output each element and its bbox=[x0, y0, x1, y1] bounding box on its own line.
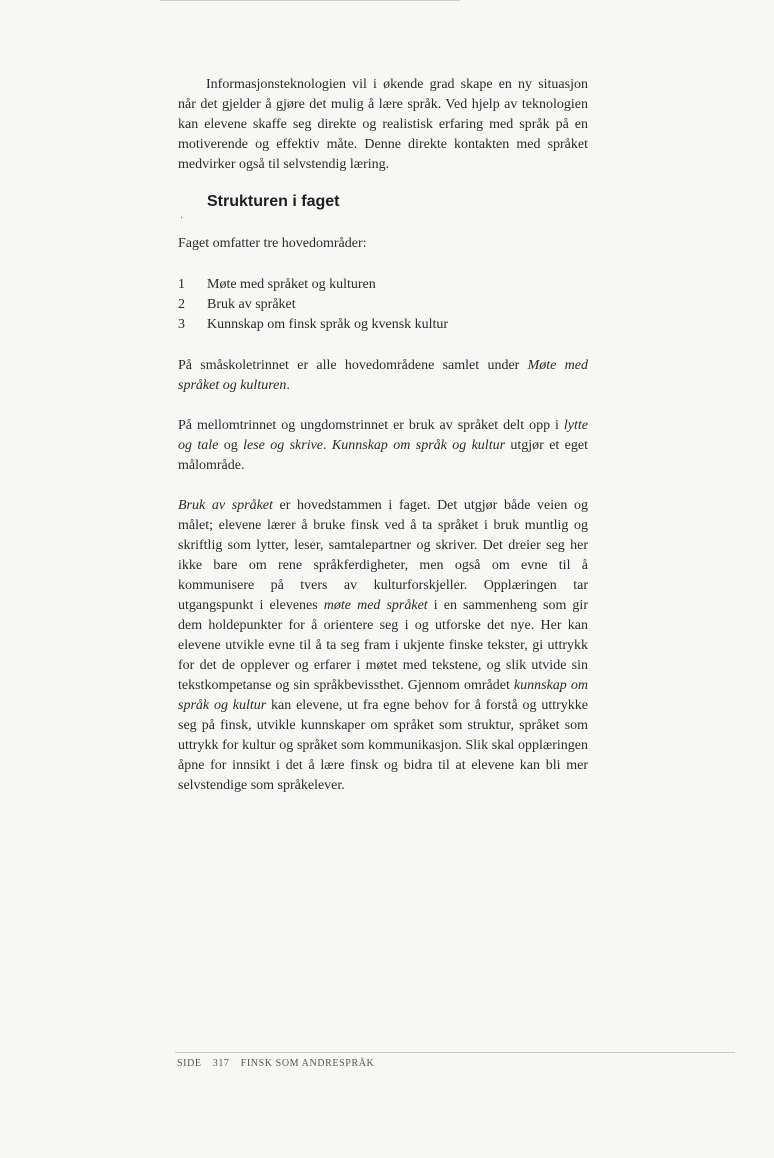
list-number: 3 bbox=[178, 317, 185, 332]
small-school-paragraph bbox=[178, 356, 588, 396]
text-run: På mellomtrinnet og ungdomstrinnet er bruk av språket delt opp i bbox=[178, 418, 564, 433]
list-number: 1 bbox=[178, 277, 185, 292]
main-body-paragraph bbox=[178, 496, 588, 796]
list-item bbox=[178, 295, 448, 315]
text-run: . bbox=[286, 378, 290, 393]
italic-term: møte med språket bbox=[323, 598, 428, 613]
text-run: utgjør et eget målområde. bbox=[178, 438, 588, 473]
stray-mark: ‘ bbox=[180, 215, 184, 226]
main-areas-list bbox=[178, 275, 448, 335]
italic-term: kunnskap om språk og kultur bbox=[178, 678, 588, 713]
italic-term: Møte med språket og kulturen bbox=[178, 358, 589, 393]
page-footer bbox=[177, 1058, 382, 1069]
footer-rule bbox=[175, 1052, 735, 1053]
footer-page-number: 317 bbox=[212, 1058, 230, 1069]
footer-title: FINSK SOM ANDRESPRÅK bbox=[240, 1058, 375, 1069]
footer-side-label: SIDE bbox=[177, 1058, 202, 1069]
list-item bbox=[178, 275, 448, 295]
text-run: På småskoletrinnet er alle hovedområdene samlet under bbox=[178, 358, 528, 373]
areas-intro-paragraph: Faget omfatter tre hovedområder: bbox=[178, 236, 367, 251]
list-text: Kunnskap om finsk språk og kvensk kultur bbox=[207, 317, 449, 332]
italic-term: lytte og tale bbox=[178, 418, 588, 453]
text-run: i en sammenheng som gir dem holdepunkter for å orientere seg i og utforske det nye. Her kan elevene utvikle evne til å ta seg fram i ukjente finske tekster, gi uttrykk for det de opplever og erfarer i møtet med tekstene, og slik utvide sin tekstkompetanse og sin språkbevissthet. Gjennom området bbox=[178, 598, 588, 693]
list-text: Møte med språket og kulturen bbox=[207, 277, 376, 292]
list-item bbox=[178, 315, 448, 335]
text-run: kan elevene, ut fra egne behov for å forstå og uttrykke seg på finsk, utvikle kunnskaper om språket som struktur, språket som uttrykk for kultur og språket som kommunikasjon. Slik skal opplæringen åpne for innsikt i det å lære finsk og bidra til at elevene kan bli mer selvstendige som språkelever. bbox=[178, 698, 588, 793]
intro-paragraph: Informasjonsteknologien vil i økende grad skape en ny situasjon når det gjelder å gjøre det mulig å lære språk. Ved hjelp av teknologien kan elevene skaffe seg direkte og realistisk erfaring med språk på en motiverende og effektiv måte. Denne direkte kontakten med språket medvirker også til selvstendig læring. bbox=[178, 77, 588, 172]
section-heading: Strukturen i faget bbox=[207, 193, 340, 210]
text-run: og bbox=[218, 438, 244, 453]
italic-term: lese og skrive bbox=[243, 438, 324, 453]
italic-term: Kunnskap om språk og kultur bbox=[331, 438, 506, 453]
top-rule bbox=[160, 0, 460, 1]
text-run: . bbox=[323, 438, 332, 453]
text-run: er hovedstammen i faget. Det utgjør både veien og målet; elevene lærer å bruke finsk ved å ta språket i bruk muntlig og skriftlig som lytter, leser, samtalepartner og skriver. Det dreier seg her ikke bare om rene språkferdigheter, men også om evne til å kommunisere på tvers av kulturforskjeller. Opplæringen tar utgangspunkt i elevenes bbox=[178, 498, 588, 613]
list-text: Bruk av språket bbox=[207, 297, 296, 312]
middle-school-paragraph bbox=[178, 416, 588, 476]
list-number: 2 bbox=[178, 297, 185, 312]
italic-term: Bruk av språket bbox=[178, 498, 273, 513]
